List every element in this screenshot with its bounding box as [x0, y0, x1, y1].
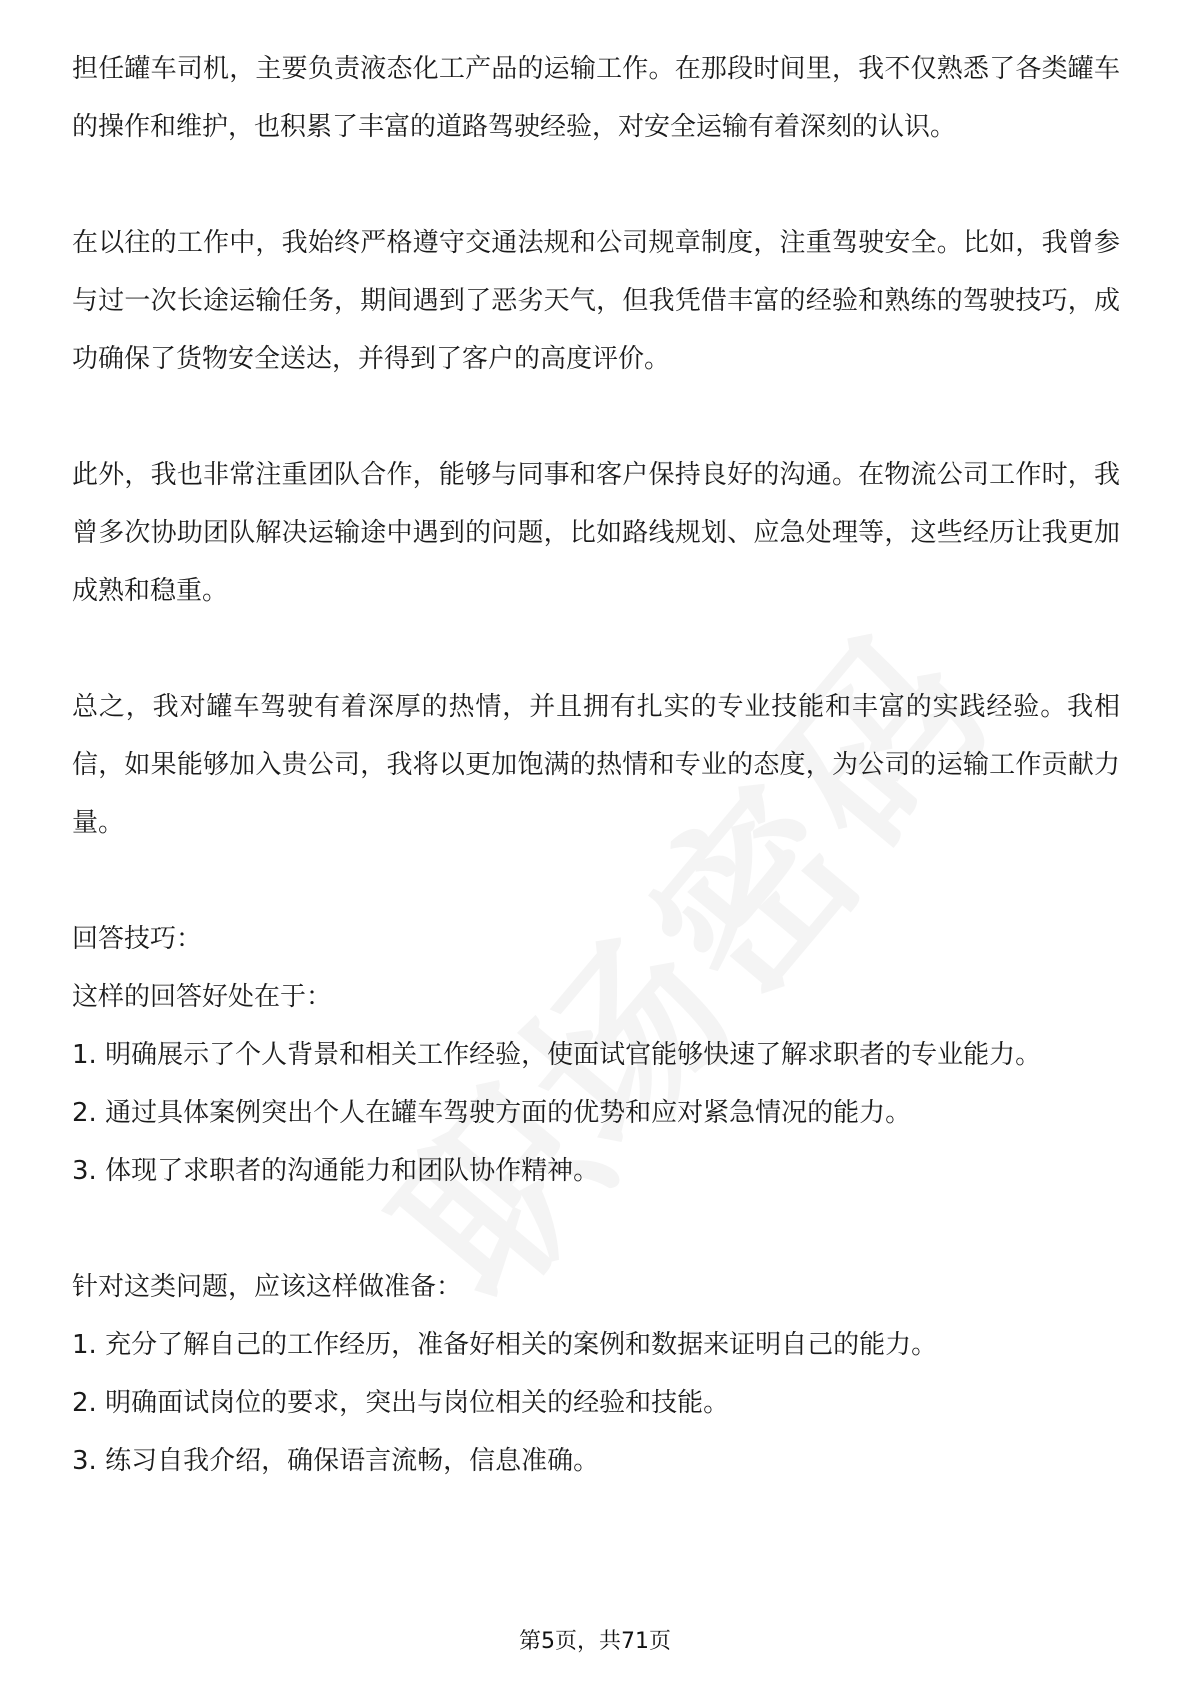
- paragraph-gap: [72, 620, 1120, 678]
- tips-intro: 这样的回答好处在于：: [72, 982, 333, 1012]
- tips-item: 1. 明确展示了个人背景和相关工作经验，使面试官能够快速了解求职者的专业能力。: [72, 1040, 1042, 1070]
- tips-item: 3. 体现了求职者的沟通能力和团队协作精神。: [72, 1156, 600, 1186]
- paragraph-gap: [72, 156, 1120, 214]
- paragraph-experience: 担任罐车司机，主要负责液态化工产品的运输工作。在那段时间里，我不仅熟悉了各类罐车的操作和维护，也积累了丰富的道路驾驶经验，对安全运输有着深刻的认识。: [72, 54, 1120, 142]
- paragraph-gap: [72, 852, 1120, 910]
- page-number: 第5页，共71页: [519, 1629, 671, 1654]
- paragraph-summary: 总之，我对罐车驾驶有着深厚的热情，并且拥有扎实的专业技能和丰富的实践经验。我相信，如果能够加入贵公司，我将以更加饱满的热情和专业的态度，为公司的运输工作贡献力量。: [72, 692, 1120, 838]
- paragraph-gap: [72, 388, 1120, 446]
- prep-item: 1. 充分了解自己的工作经历，准备好相关的案例和数据来证明自己的能力。: [72, 1330, 938, 1360]
- paragraph-teamwork: 此外，我也非常注重团队合作，能够与同事和客户保持良好的沟通。在物流公司工作时，我曾多次协助团队解决运输途中遇到的问题，比如路线规划、应急处理等，这些经历让我更加成熟和稳重。: [72, 460, 1120, 606]
- paragraph-safety: 在以往的工作中，我始终严格遵守交通法规和公司规章制度，注重驾驶安全。比如，我曾参与过一次长途运输任务，期间遇到了恶劣天气，但我凭借丰富的经验和熟练的驾驶技巧，成功确保了货物安全送达，并得到了客户的高度评价。: [72, 228, 1120, 374]
- tips-item: 2. 通过具体案例突出个人在罐车驾驶方面的优势和应对紧急情况的能力。: [72, 1098, 912, 1128]
- prep-item: 2. 明确面试岗位的要求，突出与岗位相关的经验和技能。: [72, 1388, 730, 1418]
- paragraph-gap: [72, 1200, 1120, 1258]
- tips-heading: 回答技巧：: [72, 924, 203, 954]
- prep-item: 3. 练习自我介绍，确保语言流畅，信息准确。: [72, 1446, 600, 1476]
- prep-heading: 针对这类问题，应该这样做准备：: [72, 1272, 463, 1302]
- document-body: [72, 40, 1120, 1490]
